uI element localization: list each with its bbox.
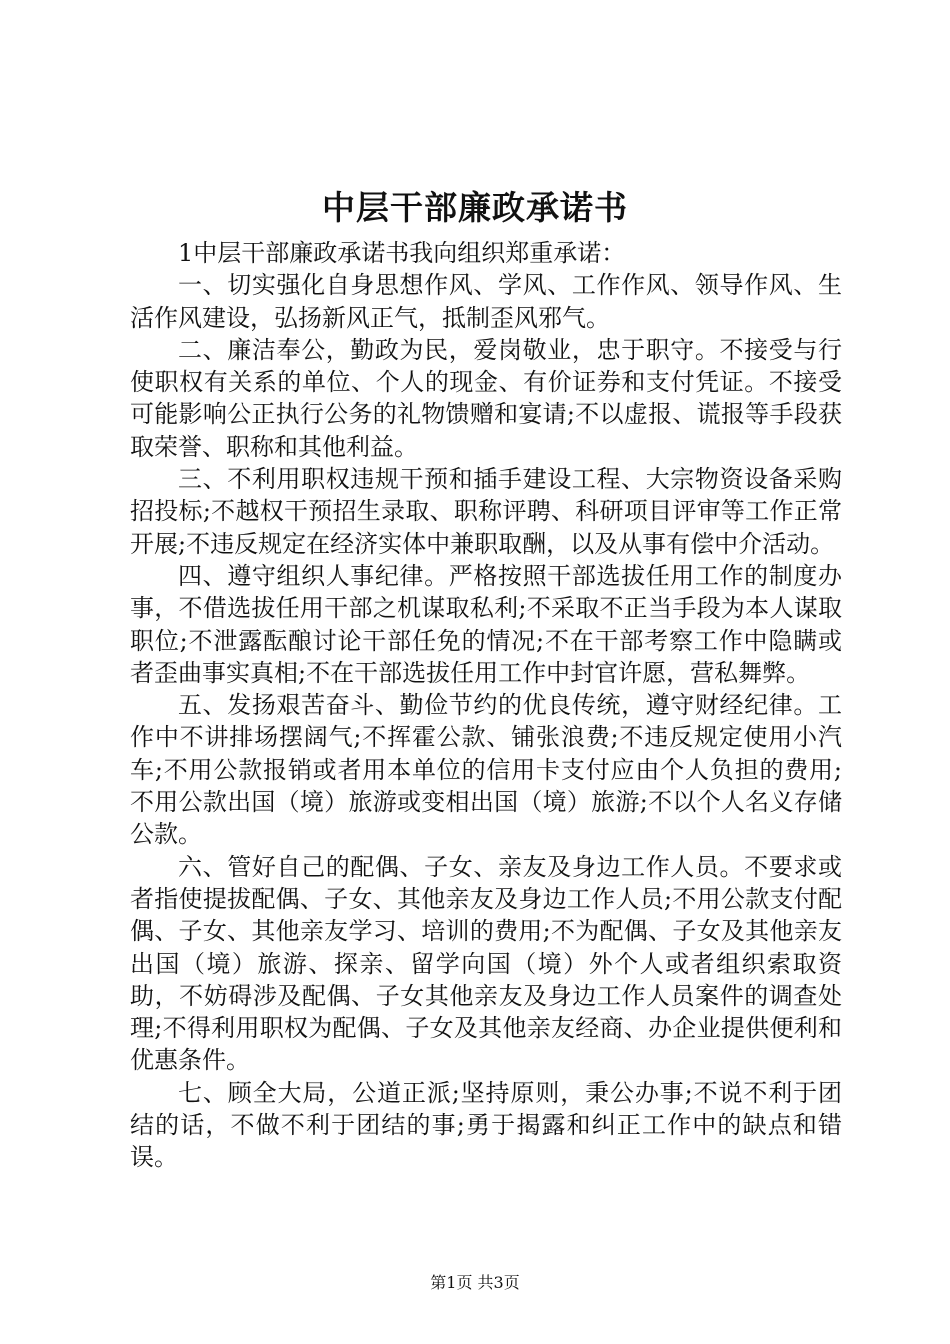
paragraph-2: 二、廉洁奉公，勤政为民，爱岗敬业，忠于职守。不接受与行使职权有关系的单位、个人的现金、有价证券和支付凭证。不接受可能影响公正执行公务的礼物馈赠和宴请;不以虚报、谎报等手段获取荣誉、职称和其他利益。 — [130, 335, 842, 461]
paragraph-intro: 1中层干部廉政承诺书我向组织郑重承诺： — [178, 239, 626, 267]
paragraph-1: 一、切实强化自身思想作风、学风、工作作风、领导作风、生活作风建设，弘扬新风正气，抵制歪风邪气。 — [130, 271, 842, 332]
paragraph-4: 四、遵守组织人事纪律。严格按照干部选拔任用工作的制度办事，不借选拔任用干部之机谋取私利;不采取不正当手段为本人谋取职位;不泄露酝酿讨论干部任免的情况;不在干部考察工作中隐瞒或者歪曲事实真相;不在干部选拔任用工作中封官许愿，营私舞弊。 — [130, 561, 842, 687]
document-title: 中层干部廉政承诺书 — [322, 188, 628, 227]
paragraph-7: 七、顾全大局，公道正派;坚持原则，秉公办事;不说不利于团结的话，不做不利于团结的事;勇于揭露和纠正工作中的缺点和错误。 — [130, 1078, 842, 1172]
paragraph-3: 三、不利用职权违规干预和插手建设工程、大宗物资设备采购招投标;不越权干预招生录取、职称评聘、科研项目评审等工作正常开展;不违反规定在经济实体中兼职取酬，以及从事有偿中介活动。 — [130, 465, 842, 558]
document-body — [130, 237, 842, 1174]
paragraph-5: 五、发扬艰苦奋斗、勤俭节约的优良传统，遵守财经纪律。工作中不讲排场摆阔气;不挥霍公款、铺张浪费;不违反规定使用小汽车;不用公款报销或者用本单位的信用卡支付应由个人负担的费用;不用公款出国（境）旅游或变相出国（境）旅游;不以个人名义存储公款。 — [130, 691, 842, 849]
page-number-footer: 第1页 共3页 — [430, 1273, 520, 1292]
paragraph-6: 六、管好自己的配偶、子女、亲友及身边工作人员。不要求或者指使提拔配偶、子女、其他亲友及身边工作人员;不用公款支付配偶、子女、其他亲友学习、培训的费用;不为配偶、子女及其他亲友出国（境）旅游、探亲、留学向国（境）外个人或者组织索取资助，不妨碍涉及配偶、子女其他亲友及身边工作人员案件的调查处理;不得利用职权为配偶、子女及其他亲友经商、办企业提供便利和优惠条件。 — [130, 852, 842, 1075]
